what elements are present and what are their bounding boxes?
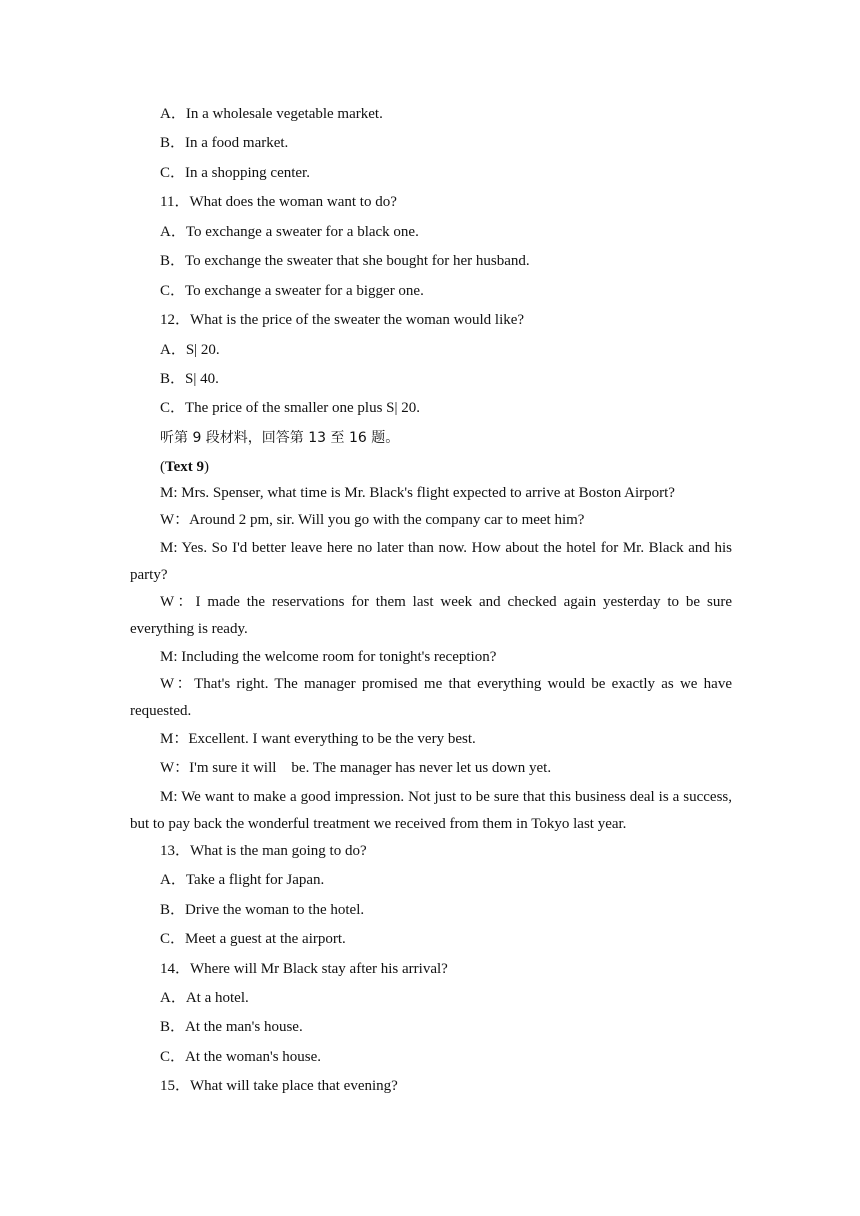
section-instruction: 听第 9 段材料，回答第 13 至 16 题。 (160, 430, 400, 446)
q11-option-c: C．To exchange a sweater for a bigger one. (160, 283, 424, 299)
q13-option-b: B．Drive the woman to the hotel. (160, 902, 365, 918)
q13-option-a: A．Take a flight for Japan. (160, 872, 325, 888)
q12-stem: 12．What is the price of the sweater the woman would like? (160, 312, 525, 328)
q10-option-a: A．In a wholesale vegetable market. (160, 106, 383, 122)
q12-option-b: B．S| 40. (160, 371, 219, 387)
q11-option-b: B．To exchange the sweater that she bought for her husband. (160, 253, 530, 269)
text-heading-label: Text 9 (165, 459, 205, 475)
dialogue-line: M: Including the welcome room for tonight's reception? (160, 649, 497, 665)
q14-option-a: A．At a hotel. (160, 990, 249, 1006)
text-heading-close: ) (204, 459, 210, 475)
q11-stem: 11．What does the woman want to do? (160, 194, 397, 210)
q13-stem: 13．What is the man going to do? (160, 843, 367, 859)
q12-option-c: C．The price of the smaller one plus S| 20. (160, 400, 421, 416)
q14-stem: 14．Where will Mr Black stay after his arrival? (160, 961, 448, 977)
dialogue-line: W：Around 2 pm, sir. Will you go with the company car to meet him? (160, 512, 585, 528)
dialogue-line: W：I made the reservations for them last week and checked again yesterday to be sure everything is ready. (130, 594, 732, 637)
q13-option-c: C．Meet a guest at the airport. (160, 931, 346, 947)
q15-stem: 15．What will take place that evening? (160, 1078, 398, 1094)
dialogue-line: M：Excellent. I want everything to be the very best. (160, 731, 476, 747)
q12-option-a: A．S| 20. (160, 342, 220, 358)
q10-option-c: C．In a shopping center. (160, 165, 310, 181)
q10-option-b: B．In a food market. (160, 135, 289, 151)
text-heading-open: ( (160, 459, 165, 475)
text-heading (160, 457, 740, 477)
dialogue-line: M: We want to make a good impression. Not just to be sure that this business deal is a success, but to pay back the wonderful treatment we received from them in Tokyo last year. (130, 789, 732, 832)
q14-option-b: B．At the man's house. (160, 1019, 303, 1035)
dialogue-line: M: Yes. So I'd better leave here no later than now. How about the hotel for Mr. Black and his party? (130, 540, 732, 583)
q14-option-c: C．At the woman's house. (160, 1049, 322, 1065)
q11-option-a: A．To exchange a sweater for a black one. (160, 224, 419, 240)
dialogue-line: M: Mrs. Spenser, what time is Mr. Black's flight expected to arrive at Boston Airport? (160, 485, 675, 501)
dialogue-line: W：I'm sure it will be. The manager has never let us down yet. (160, 760, 552, 776)
dialogue-line: W：That's right. The manager promised me that everything would be exactly as we have requested. (130, 676, 732, 719)
